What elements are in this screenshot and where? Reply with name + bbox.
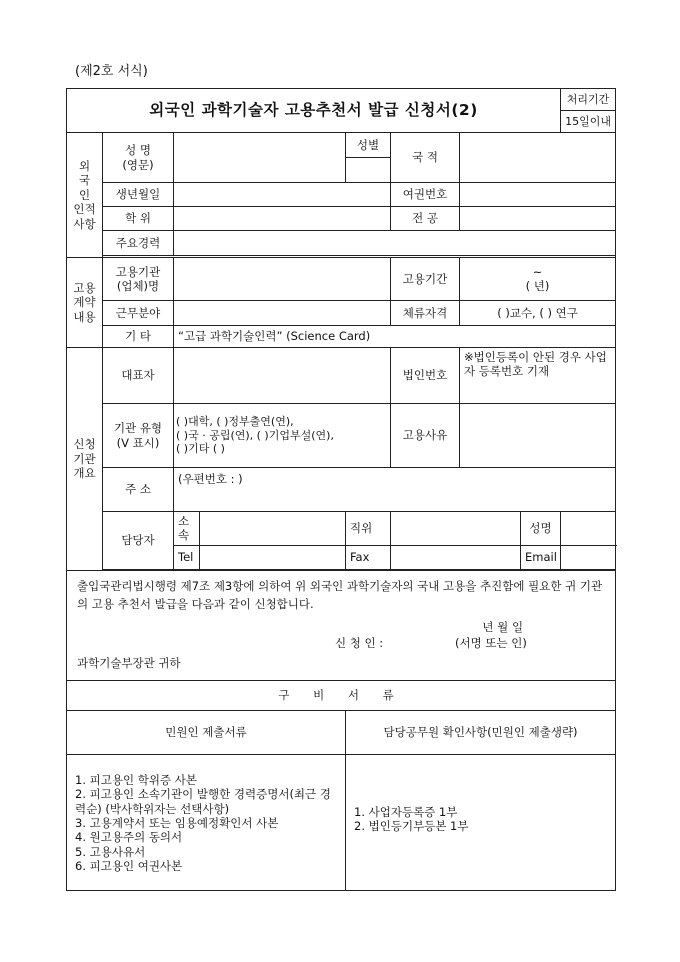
degree-field[interactable] <box>174 207 391 231</box>
gender-label: 성별 <box>346 133 391 158</box>
email-field[interactable] <box>561 545 616 569</box>
gender-field[interactable] <box>346 158 391 183</box>
postal-code: (우편번호 : ) <box>178 472 243 486</box>
official-docs-list <box>346 754 616 890</box>
application-date[interactable]: 년 월 일 <box>482 619 524 634</box>
employer-label: 고용기관 (업체)명 <box>103 258 174 301</box>
application-form-table <box>66 88 616 891</box>
list-item: 1. 피고용인 학위증 사본 <box>75 772 197 787</box>
corp-number-note: ※법인등록이 안된 경우 사업자 등록번호 기재 <box>460 348 616 404</box>
contract-section-label: 고용 계약 내용 <box>67 258 103 348</box>
name-label: 성 명 (영문) <box>103 133 174 183</box>
application-statement <box>67 570 616 680</box>
position-label: 직위 <box>346 512 391 546</box>
degree-label: 학 위 <box>103 207 174 231</box>
fax-field[interactable] <box>391 545 521 569</box>
career-label: 주요경력 <box>103 231 174 256</box>
form-title: 외국인 과학기술자 고용추천서 발급 신청서(2) <box>67 89 561 133</box>
name-field[interactable] <box>174 133 346 183</box>
representative-field[interactable] <box>174 348 391 404</box>
signature-placeholder[interactable]: (서명 또는 인) <box>455 635 527 650</box>
passport-field[interactable] <box>460 183 616 207</box>
work-field-field[interactable] <box>174 301 391 326</box>
etc-value: “고급 과학기술인력” (Science Card) <box>174 326 616 348</box>
position-field[interactable] <box>391 512 521 546</box>
career-field[interactable] <box>174 231 616 256</box>
address-label: 주 소 <box>103 468 174 512</box>
etc-label: 기 타 <box>103 326 174 348</box>
list-item: 1. 사업자등록증 1부 <box>354 804 458 819</box>
hiring-reason-label: 고용사유 <box>391 404 460 468</box>
list-item: 4. 원고용주의 동의서 <box>75 830 183 845</box>
hiring-reason-field[interactable] <box>460 404 616 468</box>
visa-status-options[interactable]: ( )교수, ( ) 연구 <box>460 301 616 326</box>
address-field[interactable] <box>174 468 616 512</box>
form-number-label: (제2호 서식) <box>75 64 148 79</box>
org-section-label: 신청 기관 개요 <box>67 348 103 571</box>
contact-name-field[interactable] <box>561 512 616 546</box>
visa-status-label: 체류자격 <box>391 301 460 326</box>
applicant-label: 신 청 인 : <box>335 635 384 650</box>
period-field[interactable]: ~ ( 년) <box>460 258 616 301</box>
statement-text: 출입국관리법시행령 제7조 제3항에 의하여 위 외국인 과학기술자의 국내 고용을 추진함에 필요한 귀 기관의 고용 추천서 발급을 다음과 같이 신청합니다. <box>77 578 603 612</box>
processing-period-value: 15일이내 <box>561 111 616 133</box>
nationality-label: 국 적 <box>391 133 460 183</box>
fax-label: Fax <box>346 545 391 569</box>
affiliation-label: 소속 <box>174 512 200 546</box>
list-item: 2. 피고용인 소속기관이 발행한 경력증명서(최근 경력순) (박사학위자는 선택사항) <box>75 787 331 816</box>
nationality-field[interactable] <box>460 133 616 183</box>
corp-number-label: 법인번호 <box>391 348 460 404</box>
period-label: 고용기간 <box>391 258 460 301</box>
foreigner-section-label: 외 국 인 인적 사항 <box>67 133 103 258</box>
tel-label: Tel <box>174 545 200 569</box>
employer-field[interactable] <box>174 258 391 301</box>
applicant-docs-header: 민원인 제출서류 <box>67 710 346 754</box>
major-field[interactable] <box>460 207 616 231</box>
contact-person-label: 담당자 <box>103 512 174 570</box>
list-item: 5. 고용사유서 <box>75 844 146 859</box>
representative-label: 대표자 <box>103 348 174 404</box>
email-label: Email <box>521 545 561 569</box>
list-item: 3. 고용계약서 또는 임용예정확인서 사본 <box>75 815 279 830</box>
passport-label: 여권번호 <box>391 183 460 207</box>
required-docs-header: 구 비 서 류 <box>67 680 616 710</box>
org-type-options[interactable]: ( )대학, ( )정부출연(연), ( )국 · 공립(연), ( )기업부설(연), ( )기타 ( ) <box>174 404 391 468</box>
applicant-docs-list <box>67 754 346 890</box>
contact-name-label: 성명 <box>521 512 561 546</box>
applicant-sign-line <box>77 636 605 650</box>
list-item: 6. 피고용인 여권사본 <box>75 859 183 873</box>
work-field-label: 근무분야 <box>103 301 174 326</box>
addressee: 과학기술부장관 귀하 <box>77 656 181 671</box>
org-type-label: 기관 유형 (V 표시) <box>103 404 174 468</box>
birthdate-label: 생년월일 <box>103 183 174 207</box>
official-docs-header: 담당공무원 확인사항(민원인 제출생략) <box>346 710 616 754</box>
major-label: 전 공 <box>391 207 460 231</box>
affiliation-field[interactable] <box>200 512 346 546</box>
list-item: 2. 법인등기부등본 1부 <box>354 819 469 834</box>
tel-field[interactable] <box>200 545 346 569</box>
birthdate-field[interactable] <box>174 183 391 207</box>
processing-period-label: 처리기간 <box>561 89 616 111</box>
